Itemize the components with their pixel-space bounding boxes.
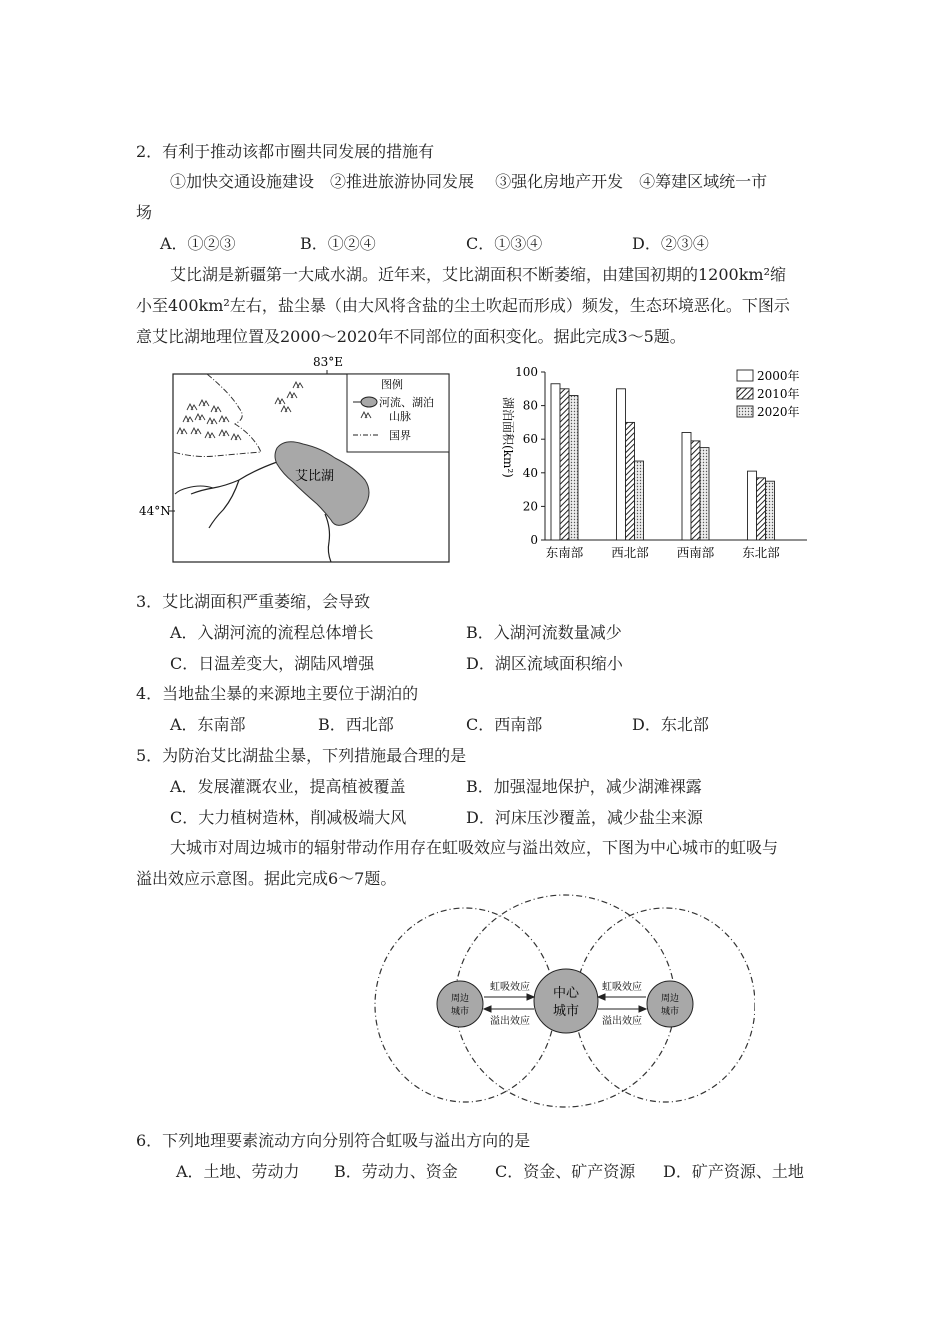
x-tick-label: 东南部 xyxy=(545,545,584,560)
legend-label: 2020年 xyxy=(757,405,800,419)
q2-items-cont: 场 xyxy=(136,203,153,222)
y-tick-label: 0 xyxy=(530,533,538,547)
central-city xyxy=(534,969,598,1033)
y-tick-label: 100 xyxy=(515,365,538,379)
q3-option-b: B．入湖河流数量减少 xyxy=(466,623,622,642)
q4-option-d: D．东北部 xyxy=(632,715,709,734)
q6-option-b: B．劳动力、资金 xyxy=(334,1162,458,1181)
left-spillover-label: 溢出效应 xyxy=(490,1016,530,1027)
q4-option-c: C．西南部 xyxy=(466,715,543,734)
q5-stem: 5．为防治艾比湖盐尘暴，下列措施最合理的是 xyxy=(136,746,467,765)
lake-area-bar-chart xyxy=(495,362,815,567)
legend-swatch xyxy=(737,370,753,381)
river xyxy=(325,514,331,562)
right-city-label-2: 城市 xyxy=(660,1007,680,1017)
q2-option-b: B．①②④ xyxy=(300,234,376,253)
center-city-label-2: 城市 xyxy=(552,1004,580,1019)
river xyxy=(191,462,277,494)
passage2-line1: 大城市对周边城市的辐射带动作用存在虹吸效应与溢出效应，下图为中心城市的虹吸与 xyxy=(170,838,779,857)
y-tick-label: 60 xyxy=(522,432,538,447)
q2-option-a: A．①②③ xyxy=(160,234,236,253)
q5-option-b: B．加强湿地保护，减少湖滩裸露 xyxy=(466,777,702,796)
siphon-spillover-diagram xyxy=(370,893,755,1113)
latitude-label: 44°N xyxy=(139,504,171,518)
y-tick-label: 20 xyxy=(522,499,538,514)
y-tick-label: 40 xyxy=(522,465,538,480)
bar-2010年-西北部 xyxy=(626,422,635,540)
q3-stem: 3．艾比湖面积严重萎缩，会导致 xyxy=(136,592,371,611)
q5-option-c: C．大力植树造林，削减极端大风 xyxy=(170,808,407,827)
q6-option-c: C．资金、矿产资源 xyxy=(495,1162,636,1181)
y-tick-label: 80 xyxy=(522,398,538,413)
bar-2010年-东北部 xyxy=(757,478,766,540)
x-tick-label: 西南部 xyxy=(676,545,715,560)
legend-label: 2010年 xyxy=(757,387,800,401)
bar-2010年-西南部 xyxy=(691,441,700,540)
national-border xyxy=(173,374,261,457)
q2-items: ①加快交通设施建设 ②推进旅游协同发展 ③强化房地产开发 ④筹建区域统一市 xyxy=(170,172,768,191)
lake-label: 艾比湖 xyxy=(295,469,335,484)
left-city-label-2: 城市 xyxy=(450,1007,470,1017)
q4-option-b: B．西北部 xyxy=(318,715,394,734)
legend-river-lake: 河流、湖泊 xyxy=(379,396,434,409)
q4-option-a: A．东南部 xyxy=(170,715,246,734)
q2-stem: 2．有利于推动该都市圈共同发展的措施有 xyxy=(136,142,435,161)
right-peripheral-city xyxy=(647,981,693,1027)
q3-option-a: A．入湖河流的流程总体增长 xyxy=(170,623,374,642)
legend-mountain: 山脉 xyxy=(389,410,411,423)
legend-border: 国界 xyxy=(389,429,411,442)
q6-option-a: A．土地、劳动力 xyxy=(176,1162,300,1181)
legend-swatch xyxy=(737,388,753,399)
right-spillover-label: 溢出效应 xyxy=(602,1016,642,1027)
q6-stem: 6．下列地理要素流动方向分别符合虹吸与溢出方向的是 xyxy=(136,1131,531,1150)
bar-2000年-西南部 xyxy=(682,432,691,540)
bar-2020年-西南部 xyxy=(700,448,709,540)
y-axis-label: 湖泊面积(km²) xyxy=(501,397,515,478)
q2-option-d: D．②③④ xyxy=(632,234,709,253)
left-siphon-label: 虹吸效应 xyxy=(490,982,530,993)
bar-2000年-东南部 xyxy=(551,384,560,540)
legend-swatch xyxy=(737,406,753,417)
passage2-line2: 溢出效应示意图。据此完成6～7题。 xyxy=(136,869,397,888)
passage1-line3: 意艾比湖地理位置及2000～2020年不同部位的面积变化。据此完成3～5题。 xyxy=(136,327,686,346)
q6-option-d: D．矿产资源、土地 xyxy=(663,1162,804,1181)
legend-title: 图例 xyxy=(381,378,403,391)
bar-2000年-西北部 xyxy=(617,389,626,540)
q3-option-c: C．日温差变大，湖陆风增强 xyxy=(170,654,375,673)
longitude-label: 83°E xyxy=(313,355,344,369)
q4-stem: 4．当地盐尘暴的来源地主要位于湖泊的 xyxy=(136,684,419,703)
passage1-line2: 小至400km²左右，盐尘暴（由大风将含盐的尘土吹起而形成）频发，生态环境恶化。下图示 xyxy=(136,296,790,315)
center-city-label: 中心 xyxy=(552,986,580,1001)
right-city-label: 周边 xyxy=(660,994,680,1004)
bar-2010年-东南部 xyxy=(560,389,569,540)
river xyxy=(209,480,239,528)
q5-option-a: A．发展灌溉农业，提高植被覆盖 xyxy=(170,777,406,796)
q5-option-d: D．河床压沙覆盖，减少盐尘来源 xyxy=(466,808,703,827)
bar-2020年-东南部 xyxy=(569,396,578,540)
bar-2020年-东北部 xyxy=(766,481,775,540)
bar-2020年-西北部 xyxy=(635,461,644,540)
legend-label: 2000年 xyxy=(757,369,800,383)
right-siphon-label: 虹吸效应 xyxy=(602,982,642,993)
left-peripheral-city xyxy=(437,981,483,1027)
bar-2000年-东北部 xyxy=(748,471,757,540)
q3-option-d: D．湖区流域面积缩小 xyxy=(466,654,623,673)
mountain-symbols xyxy=(177,382,303,440)
ebinur-lake-map xyxy=(135,352,455,567)
passage1-line1: 艾比湖是新疆第一大咸水湖。近年来，艾比湖面积不断萎缩，由建国初期的1200km²缩 xyxy=(170,265,787,284)
q2-option-c: C．①③④ xyxy=(466,234,543,253)
x-tick-label: 东北部 xyxy=(742,545,780,560)
left-city-label: 周边 xyxy=(450,994,470,1004)
x-tick-label: 西北部 xyxy=(611,545,649,560)
